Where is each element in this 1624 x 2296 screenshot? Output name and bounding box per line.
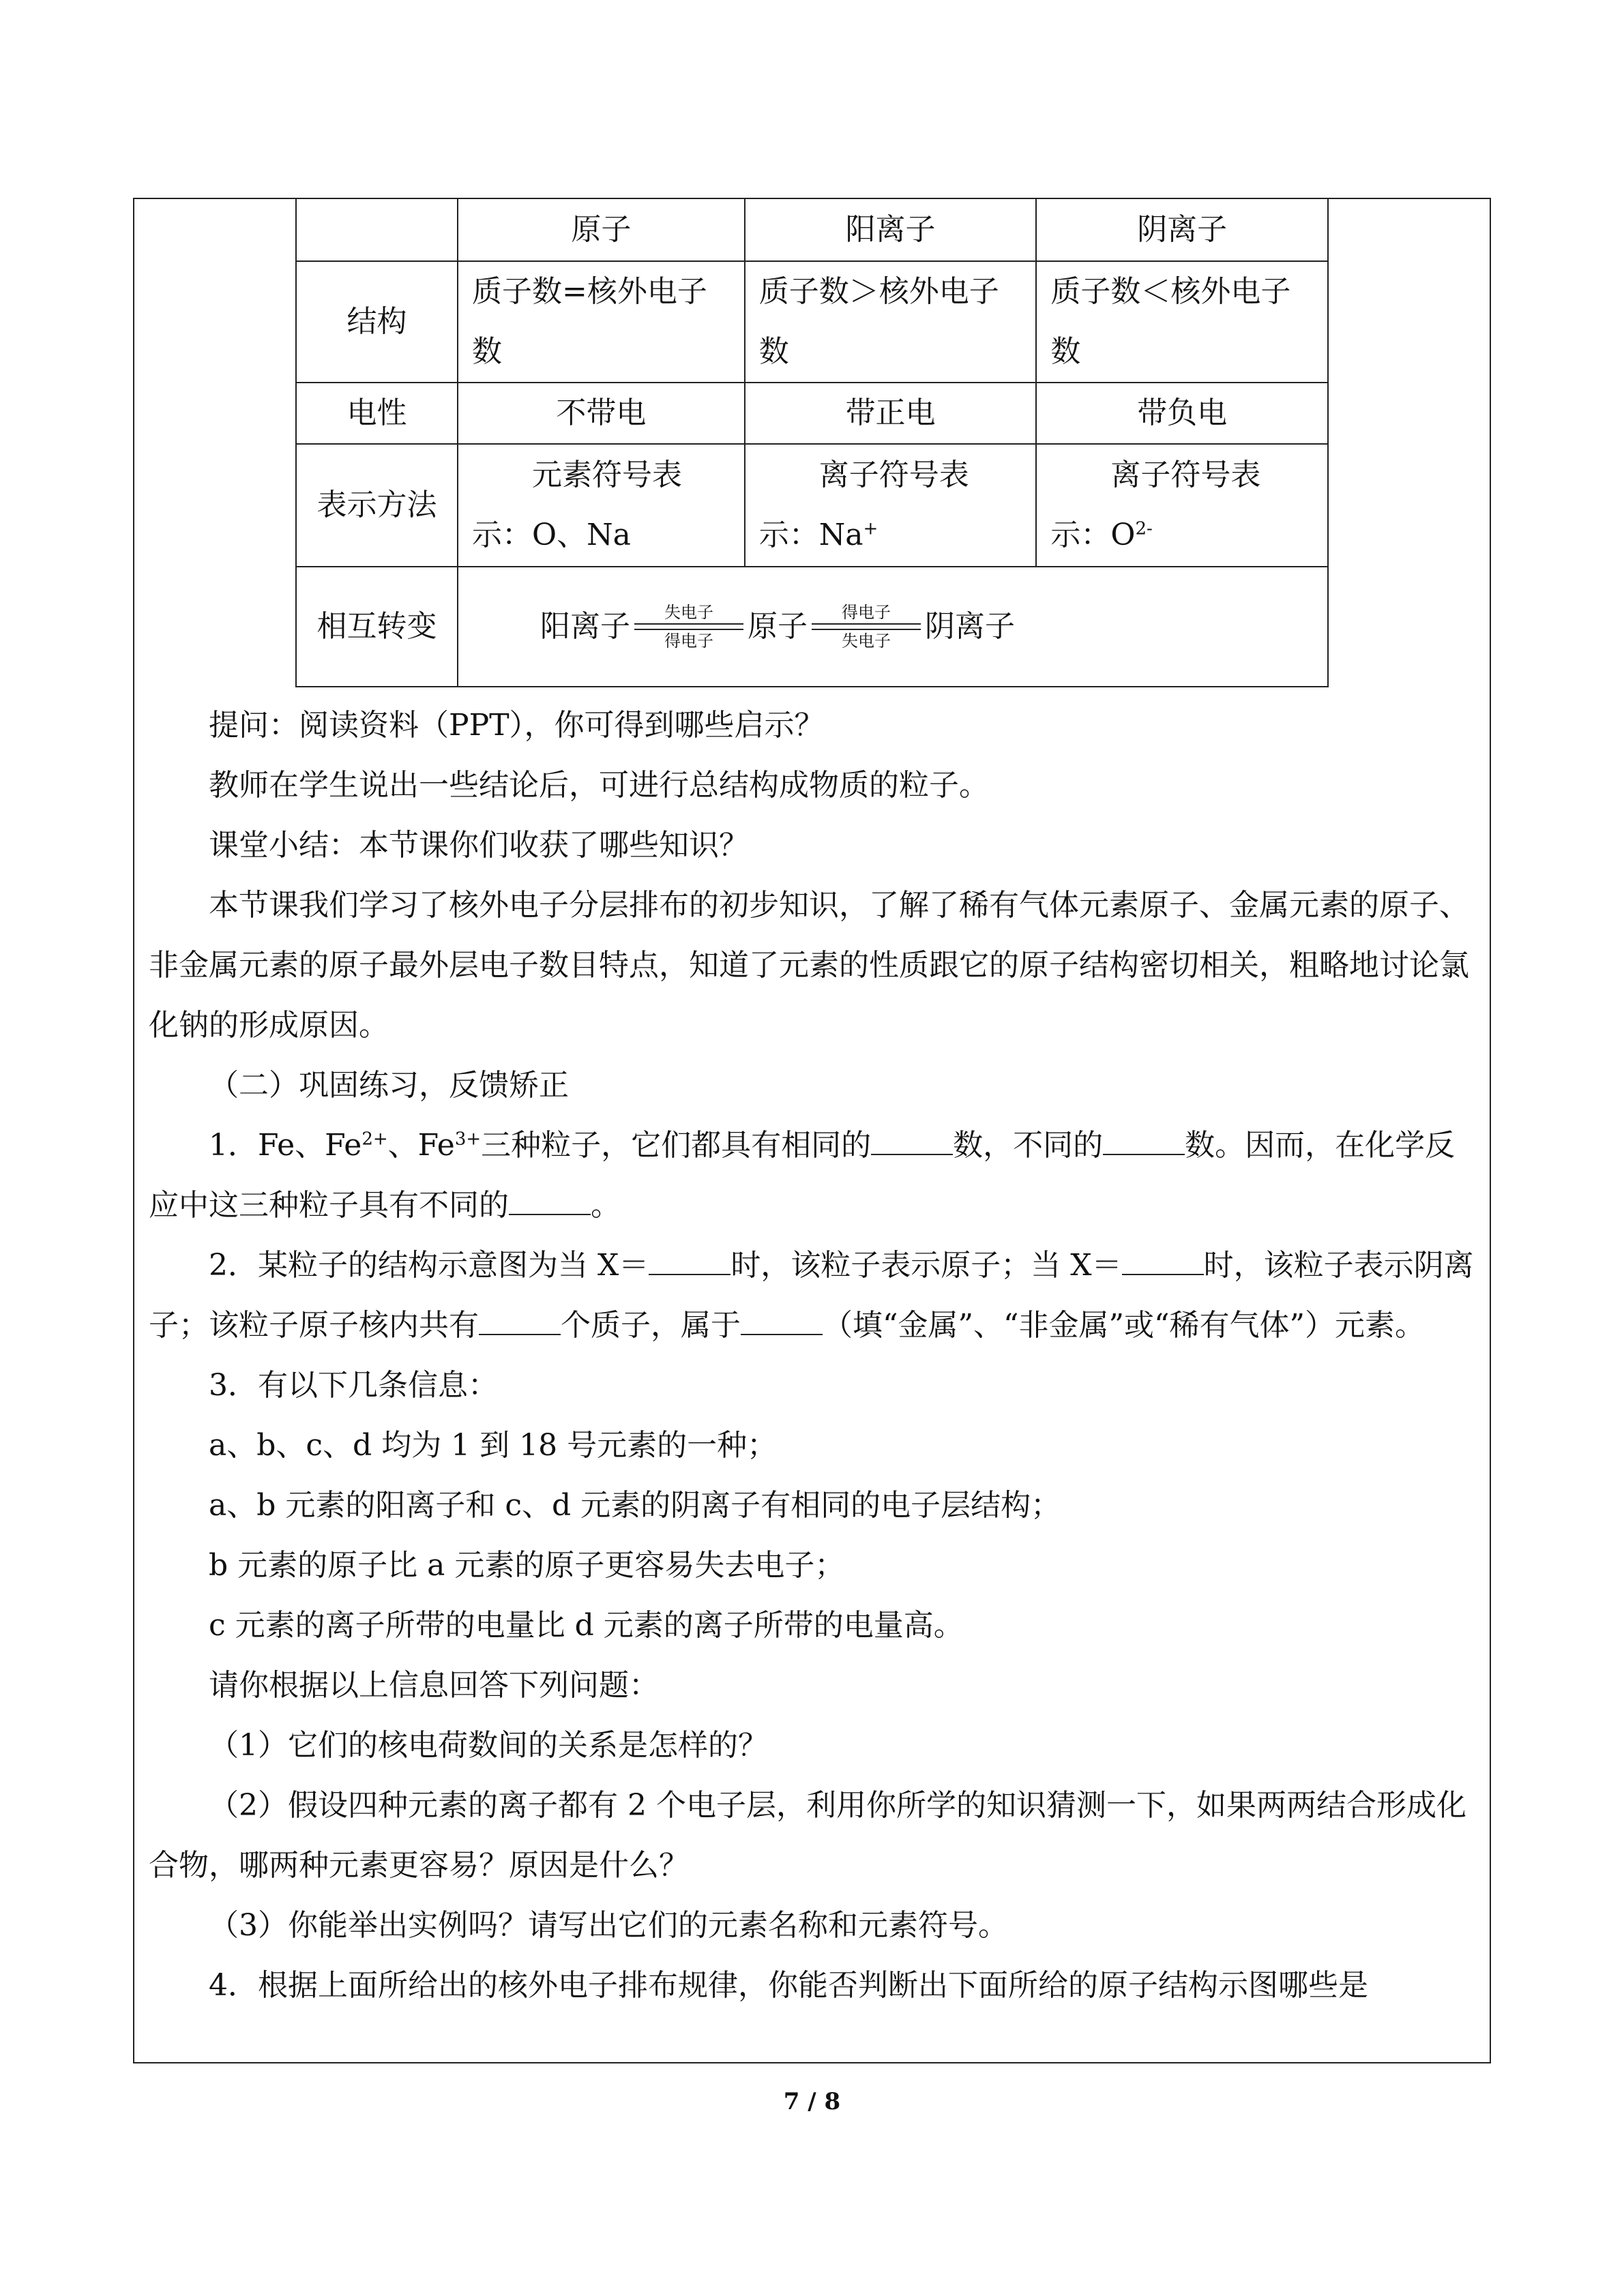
para-section: （二）巩固练习，反馈矫正: [209, 1068, 569, 1103]
cell-atom-charge: 不带电: [458, 383, 745, 444]
table-row-notation: [296, 444, 1328, 567]
anion-notation-line2: [1050, 505, 1314, 565]
conv-anion: 阴离子: [925, 609, 1015, 644]
table-row-structure: [296, 261, 1328, 383]
info-2: a、b 元素的阳离子和 c、d 元素的阴离子有相同的电子层结构；: [209, 1488, 1061, 1523]
answer-blank: [1103, 1128, 1185, 1155]
cation-notation-text: 示：Na: [758, 518, 863, 552]
ask-line: 请你根据以上信息回答下列问题：: [209, 1668, 659, 1703]
conv-atom: 原子: [748, 609, 808, 644]
q2-text-d: 个质子，属于: [561, 1308, 741, 1343]
exercise-2: [149, 1236, 1479, 1356]
table-row-charge: [296, 383, 1328, 444]
anion-notation-text: 示：O: [1050, 518, 1136, 552]
info-1: a、b、c、d 均为 1 到 18 号元素的一种；: [209, 1428, 778, 1463]
header-cation: 阳离子: [745, 198, 1037, 261]
q1-text-c: 三种粒子，它们都具有相同的: [481, 1128, 872, 1163]
para-teacher: 教师在学生说出一些结论后，可进行总结构成物质的粒子。: [209, 768, 989, 803]
q1-text-a: 1．Fe、Fe: [209, 1128, 362, 1163]
cation-charge-sup: +: [863, 518, 879, 539]
double-arrow-icon-2: [812, 603, 921, 651]
cell-conversion: [458, 567, 1328, 687]
table-row-conversion: [296, 567, 1328, 687]
q1-text-f: 。: [591, 1188, 621, 1223]
sub-question-1: （1）它们的核电荷数间的关系是怎样的？: [209, 1728, 768, 1763]
arrow2-bottom-label: 失电子: [812, 629, 921, 651]
q2-text-c: 时，该粒子表示阴离子；该粒子原子核内共有: [149, 1248, 1474, 1343]
para-summary: 本节课我们学习了核外电子分层排布的初步知识，了解了稀有气体元素原子、金属元素的原子、非金属元素的原子最外层电子数目特点，知道了元素的性质跟它的原子结构密切相关，粗略地讨论氯化钠的形成原因。: [149, 888, 1469, 1043]
cell-anion-charge: 带负电: [1036, 383, 1328, 444]
cell-anion-notation: [1036, 444, 1328, 567]
exercise-1: [149, 1116, 1479, 1236]
q2-text-e: （填“金属”、“非金属”或“稀有气体”）元素。: [823, 1308, 1425, 1343]
cation-notation-line1: 离子符号表: [818, 458, 969, 492]
anion-charge-sup: 2-: [1135, 518, 1153, 539]
answer-blank: [509, 1188, 591, 1215]
q1-text-b: 、Fe: [387, 1128, 455, 1163]
row-label-structure: 结构: [296, 261, 458, 383]
cell-cation-structure: 质子数＞核外电子数: [745, 261, 1037, 383]
para-question: 提问：阅读资料（PPT），你可得到哪些启示？: [209, 708, 825, 743]
arrow2-top-label: 得电子: [812, 603, 921, 625]
q1-text-d: 数，不同的: [953, 1128, 1104, 1163]
answer-blank: [479, 1308, 561, 1335]
atom-notation-line1: 元素符号表: [532, 458, 682, 492]
q1-text-e: 数。因而，在化学反应中这三种粒子具有不同的: [149, 1128, 1456, 1223]
row-label-notation: 表示方法: [296, 444, 458, 567]
cell-atom-structure: 质子数=核外电子数: [458, 261, 745, 383]
page-number: 7 / 8: [783, 2088, 841, 2115]
anion-notation-line1: 离子符号表: [1110, 458, 1261, 492]
answer-blank: [741, 1308, 823, 1335]
q1-sup-1: 2+: [361, 1129, 388, 1150]
q2-text-b: 时，该粒子表示原子；当 X＝: [730, 1248, 1122, 1283]
exercise-3: 3．有以下几条信息：: [209, 1368, 498, 1403]
arrow1-bottom-label: 得电子: [634, 629, 743, 651]
cell-atom-notation: [458, 444, 745, 567]
atom-notation-line2: 示：O、Na: [472, 518, 631, 552]
conv-cation: 阳离子: [540, 609, 630, 644]
arrow1-top-label: 失电子: [634, 603, 743, 625]
cell-cation-notation: [745, 444, 1037, 567]
double-arrow-icon: [634, 603, 743, 651]
para-summary-q: 课堂小结：本节课你们收获了哪些知识？: [209, 828, 749, 863]
header-anion: 阴离子: [1036, 198, 1328, 261]
header-atom: 原子: [458, 198, 745, 261]
answer-blank: [871, 1128, 953, 1155]
answer-blank: [1122, 1248, 1204, 1275]
info-4: c 元素的离子所带的电量比 d 元素的离子所带的电量高。: [209, 1608, 964, 1643]
info-3: b 元素的原子比 a 元素的原子更容易失去电子；: [209, 1548, 845, 1583]
cell-anion-structure: 质子数＜核外电子数: [1036, 261, 1328, 383]
table-header-row: [296, 198, 1328, 261]
answer-blank: [649, 1248, 730, 1275]
q1-sup-2: 3+: [454, 1129, 482, 1150]
particle-comparison-table: [295, 198, 1329, 687]
sub-question-2: （2）假设四种元素的离子都有 2 个电子层，利用你所学的知识猜测一下，如果两两结合形成化合物，哪两种元素更容易？原因是什么？: [149, 1788, 1466, 1883]
conversion-equation: [540, 597, 1015, 657]
q2-text-a: 2．某粒子的结构示意图为当 X＝: [209, 1248, 649, 1283]
exercise-4: 4．根据上面所给出的核外电子排布规律，你能否判断出下面所给的原子结构示图哪些是: [209, 1968, 1368, 2003]
header-empty-cell: [296, 198, 458, 261]
cation-notation-line2: [759, 505, 1022, 565]
lesson-text: [149, 696, 1479, 2016]
row-label-charge: 电性: [296, 383, 458, 444]
sub-question-3: （3）你能举出实例吗？请写出它们的元素名称和元素符号。: [209, 1908, 1008, 1943]
row-label-conversion: 相互转变: [296, 567, 458, 687]
cell-cation-charge: 带正电: [745, 383, 1037, 444]
